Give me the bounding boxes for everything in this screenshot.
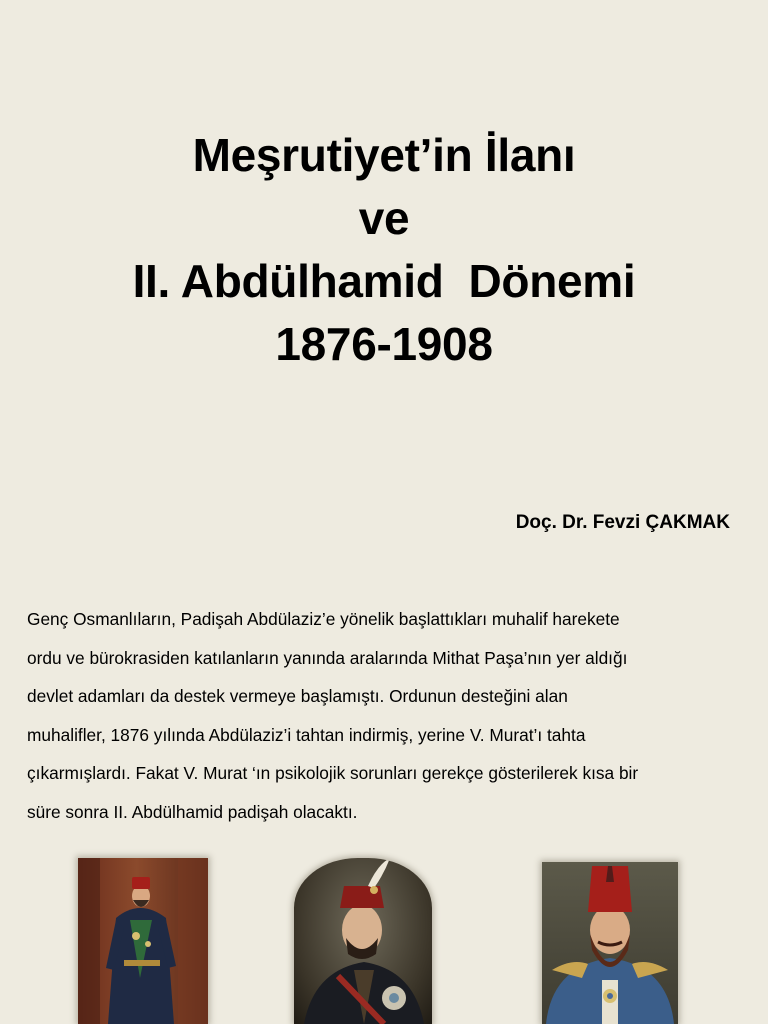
title-line: 1876-1908 [275,318,493,370]
author-name: Doç. Dr. Fevzi ÇAKMAK [515,512,730,533]
paragraph-line: Genç Osmanlıların, Padişah Abdülaziz’e yönelik başlattıkları muhalif harekete [27,609,620,629]
standing-sultan-portrait [78,858,208,1024]
body-paragraph [27,600,747,832]
bearded-sultan-portrait [542,862,678,1024]
paragraph-line: süre sonra II. Abdülhamid padişah olacaktı. [27,801,358,822]
oval-sultan-portrait [294,858,432,1024]
title-line: II. Abdülhamid Dönemi [132,255,636,307]
slide-title [40,124,728,376]
paragraph-line: devlet adamları da destek vermeye başlamıştı. Ordunun desteğini alan [27,686,568,707]
title-line: Meşrutiyet’in İlanı [192,129,576,181]
title-line: ve [358,192,410,244]
paragraph-line: muhalifler, 1876 yılında Abdülaziz’i tahtan indirmiş, yerine V. Murat’ı tahta [27,724,586,745]
paragraph-line: çıkarmışlardı. Fakat V. Murat ‘ın psikolojik sorunları gerekçe gösterilerek kısa bir [27,763,639,784]
paragraph-line: ordu ve bürokrasiden katılanların yanında aralarında Mithat Paşa’nın yer aldığı [27,647,628,668]
